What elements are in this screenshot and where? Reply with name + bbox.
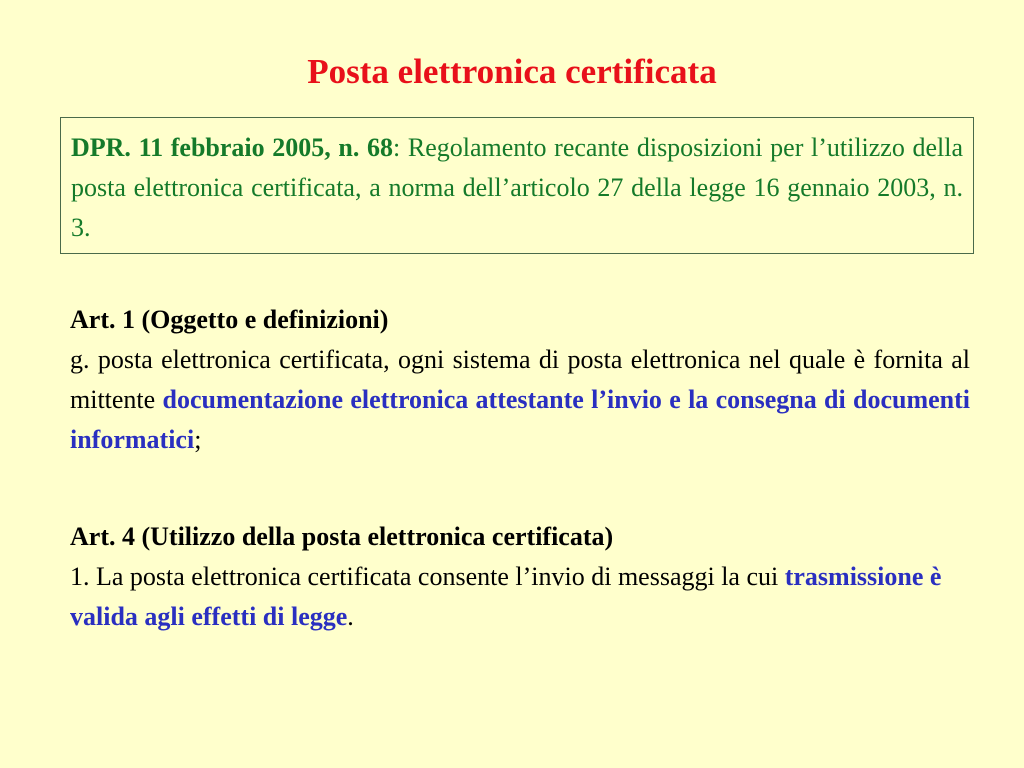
reference-description: Regolamento recante disposizioni per l’utilizzo della posta elettronica certificata, a norma dell’articolo 27 della legge 16 gennaio 2003, n. 3. xyxy=(71,133,964,242)
article-body xyxy=(70,557,970,637)
slide-title: Posta elettronica certificata xyxy=(307,52,717,91)
article-highlight: trasmissione è valida agli effetti di legge xyxy=(70,562,942,631)
article-heading: Art. 1 (Oggetto e definizioni) xyxy=(70,305,389,334)
article-text-end: ; xyxy=(194,425,202,454)
article-4 xyxy=(70,517,970,637)
reference-separator: : xyxy=(393,133,401,162)
article-heading: Art. 4 (Utilizzo della posta elettronica certificata) xyxy=(70,522,614,551)
article-highlight: documentazione elettronica attestante l’invio e la consegna di documenti informatici xyxy=(70,385,970,454)
reference-box xyxy=(60,117,974,254)
article-1 xyxy=(70,300,970,460)
article-text: g. posta elettronica certificata, ogni sistema di posta elettronica nel quale è fornita al mittente xyxy=(70,345,970,414)
article-text-end: . xyxy=(347,602,354,631)
reference-citation: DPR. 11 febbraio 2005, n. 68 xyxy=(71,133,394,162)
article-body xyxy=(70,340,970,460)
article-text: 1. La posta elettronica certificata consente l’invio di messaggi la cui xyxy=(70,562,785,591)
